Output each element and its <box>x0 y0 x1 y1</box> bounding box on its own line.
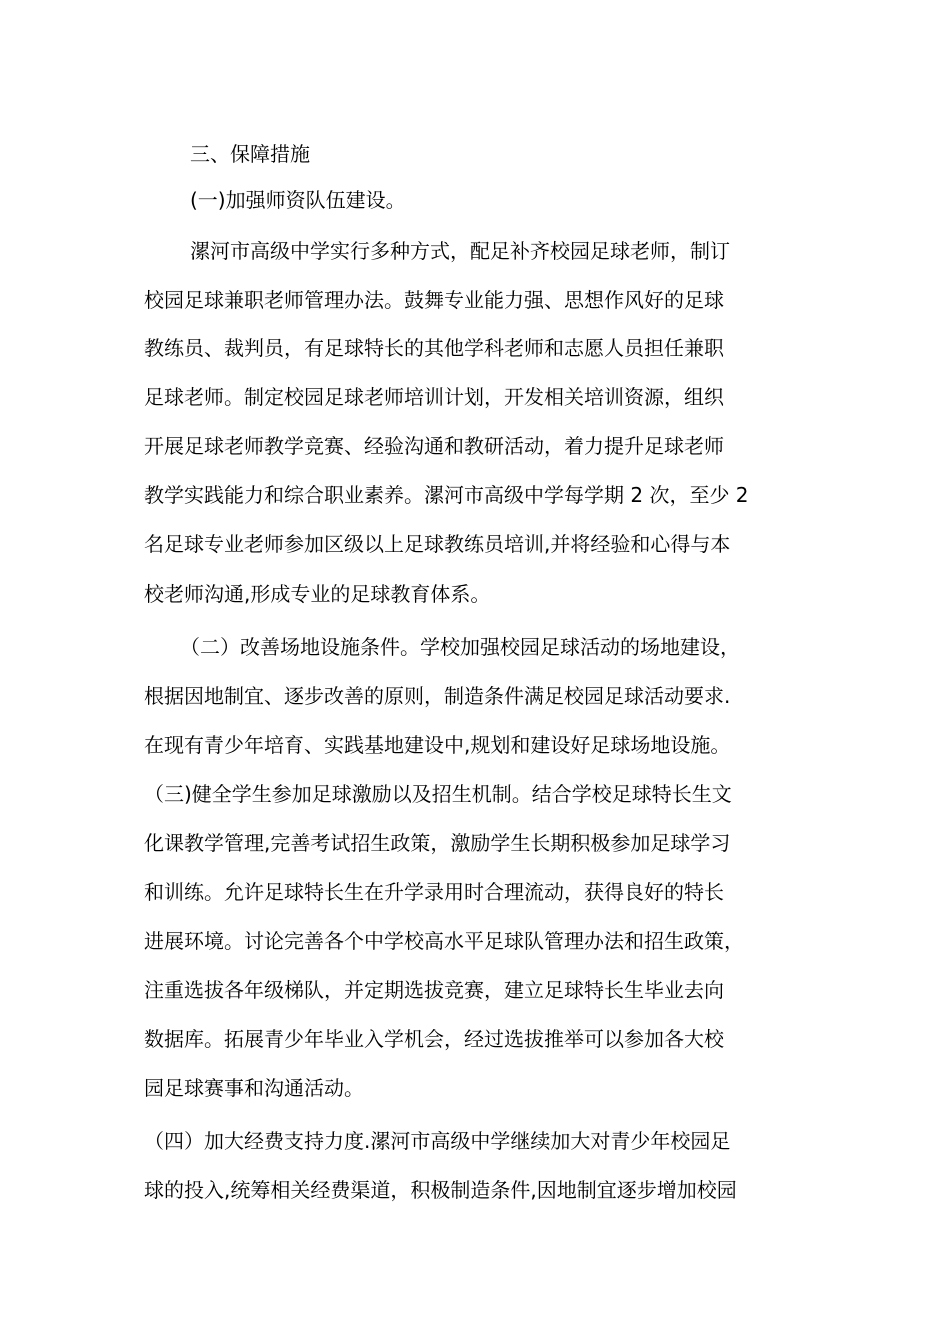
paragraph-line-text: 进展环境。讨论完善各个中学校高水平足球队管理办法和招生政策， <box>144 929 744 953</box>
paragraph-line-text: 足球老师。制定校园足球老师培训计划，开发相关培训资源，组织 <box>144 385 724 409</box>
paragraph-line-text: 漯河市高级中学实行多种方式，配足补齐校园足球老师，制订 <box>190 239 730 263</box>
paragraph-line-text: 注重选拔各年级梯队，并定期选拔竞赛，建立足球特长生毕业去向 <box>144 978 724 1002</box>
paragraph-line-text: 教练员、裁判员，有足球特长的其他学科老师和志愿人员担任兼职 <box>144 336 724 360</box>
paragraph-line-text: 数据库。拓展青少年毕业入学机会，经过选拔推举可以参加各大校 <box>144 1027 724 1051</box>
paragraph-line-text: 球的投入,统筹相关经费渠道，积极制造条件,因地制宜逐步增加校园 <box>144 1178 737 1202</box>
subheading-1-text: (一)加强师资队伍建设。 <box>190 188 406 212</box>
section-heading-text: 三、保障措施 <box>190 142 310 166</box>
paragraph-line-text: 名足球专业老师参加区级以上足球教练员培训,并将经验和心得与本 <box>144 532 731 556</box>
paragraph-line-text: 园足球赛事和沟通活动。 <box>144 1076 364 1100</box>
paragraph-line-text: 和训练。允许足球特长生在升学录用时合理流动，获得良好的特长 <box>144 880 724 904</box>
paragraph-line-text: 根据因地制宜、逐步改善的原则，制造条件满足校园足球活动要求. <box>144 684 731 708</box>
paragraph-line-text: （二）改善场地设施条件。学校加强校园足球活动的场地建设， <box>180 635 740 659</box>
paragraph-line-text: 校园足球兼职老师管理办法。鼓舞专业能力强、思想作风好的足球 <box>144 288 724 312</box>
paragraph-line-text: 校老师沟通,形成专业的足球教育体系。 <box>144 582 491 606</box>
paragraph-line-text: 化课教学管理,完善考试招生政策，激励学生长期积极参加足球学习 <box>144 831 731 855</box>
paragraph-line-text: 教学实践能力和综合职业素养。漯河市高级中学每学期 2 次，至少 2 <box>144 483 749 507</box>
paragraph-line-text: （四）加大经费支持力度.漯河市高级中学继续加大对青少年校园足 <box>144 1129 731 1153</box>
paragraph-line-text: （三)健全学生参加足球激励以及招生机制。结合学校足球特长生文 <box>144 782 732 806</box>
paragraph-line-text: 开展足球老师教学竞赛、经验沟通和教研活动，着力提升足球老师 <box>144 434 724 458</box>
paragraph-line-text: 在现有青少年培育、实践基地建设中,规划和建设好足球场地设施。 <box>144 733 731 757</box>
